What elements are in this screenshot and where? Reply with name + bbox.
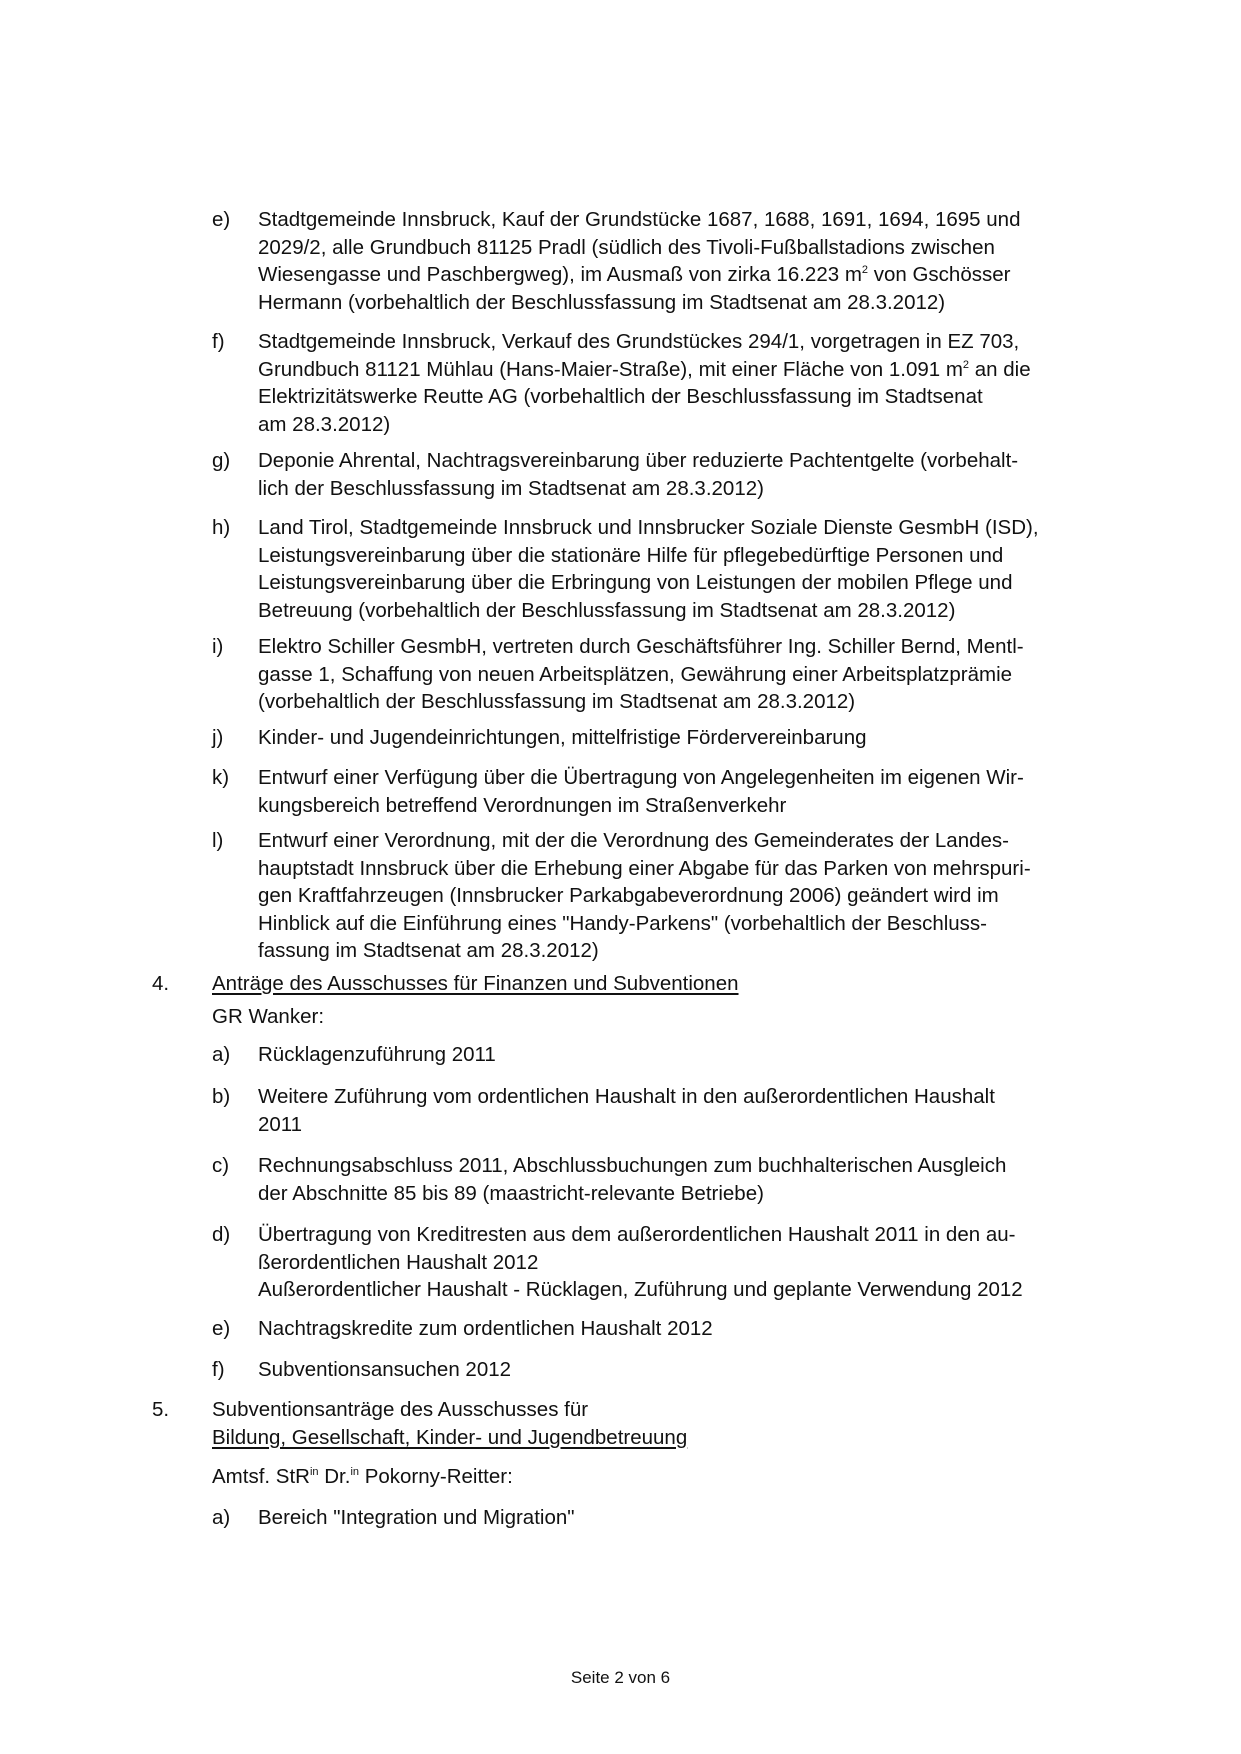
item-letter: j): [212, 726, 224, 749]
item-text: Entwurf einer Verordnung, mit der die Verordnung des Gemeinderates der Landes- hauptstadt Innsbruck über die Erhebung einer Abgabe für das Parken von mehrspuri- gen Kraftfahrzeugen (Innsbrucker Parkabgabeverordnung 2006) geändert wird im Hinblick auf die Einführung eines "Handy-Parkens" (vorbehaltlich der Beschluss- fassung im Stadtsenat am 28.3.2012): [258, 829, 1031, 962]
item-text: Elektro Schiller GesmbH, vertreten durch Geschäftsführer Ing. Schiller Bernd, Mentl- gasse 1, Schaffung von neuen Arbeitsplätzen, Gewährung einer Arbeitsplatzprämie (vorbehaltlich der Beschlussfassung im Stadtsenat am 28.3.2012): [258, 635, 1024, 713]
item-letter: g): [212, 449, 231, 472]
item-text: Stadtgemeinde Innsbruck, Kauf der Grundstücke 1687, 1688, 1691, 1694, 1695 und 2029/2, alle Grundbuch 81125 Pradl (südlich des Tivoli-Fußballstadions zwischen Wiesengasse und Paschbergweg), im Ausmaß von zirka 16.223 $m^2$ von Gschösser Hermann (vorbehaltlich der Beschlussfassung im Stadtsenat am 28.3.2012): [258, 208, 1021, 314]
item-letter: k): [212, 766, 230, 789]
item-letter: f): [212, 1358, 225, 1381]
item-letter: a): [212, 1043, 231, 1066]
item-text: Land Tirol, Stadtgemeinde Innsbruck und Innsbrucker Soziale Dienste GesmbH (ISD), Leistungsvereinbarung über die stationäre Hilfe für pflegebedürftige Personen und Leistungsvereinbarung über die Erbringung von Leistungen der mobilen Pflege und Betreuung (vorbehaltlich der Beschlussfassung im Stadtsenat am 28.3.2012): [258, 516, 1039, 622]
item-text: Rechnungsabschluss 2011, Abschlussbuchungen zum buchhalterischen Ausgleich der Abschnitte 85 bis 89 (maastricht-relevante Betriebe): [258, 1154, 1007, 1205]
item-text: Nachtragskredite zum ordentlichen Haushalt 2012: [258, 1317, 713, 1340]
item-text: Weitere Zuführung vom ordentlichen Haushalt in den außerordentlichen Haushalt 2011: [258, 1085, 995, 1136]
item-text: Entwurf einer Verfügung über die Übertragung von Angelegenheiten im eigenen Wir- kungsbereich betreffend Verordnungen im Straßenverkehr: [258, 766, 1024, 817]
item-letter: i): [212, 635, 224, 658]
section-number: 5.: [152, 1398, 170, 1421]
item-text: Bereich "Integration und Migration": [258, 1506, 575, 1529]
item-text: Stadtgemeinde Innsbruck, Verkauf des Grundstückes 294/1, vorgetragen in EZ 703, Grundbuch 81121 Mühlau (Hans-Maier-Straße), mit einer Fläche von 1.091 $m^2$ an die Elektrizitätswerke Reutte AG (vorbehaltlich der Beschlussfassung im Stadtsenat am 28.3.2012): [258, 330, 1031, 436]
item-text: Rücklagenzuführung 2011: [258, 1043, 496, 1066]
item-text: Deponie Ahrental, Nachtragsvereinbarung über reduzierte Pachtentgelte (vorbehalt- lich der Beschlussfassung im Stadtsenat am 28.3.2012): [258, 449, 1019, 500]
speaker-label: Amtsf. StR$^{in}$ Dr.$^{in}$ Pokorny-Reitter:: [212, 1465, 513, 1488]
item-letter: h): [212, 516, 231, 539]
item-letter: e): [212, 1317, 231, 1340]
section-title: Anträge des Ausschusses für Finanzen und Subventionen: [212, 972, 739, 995]
item-letter: c): [212, 1154, 230, 1177]
item-letter: d): [212, 1223, 231, 1246]
item-text: Kinder- und Jugendeinrichtungen, mittelfristige Fördervereinbarung: [258, 726, 867, 749]
page-footer: Seite 2 von 6: [570, 1668, 671, 1687]
item-letter: l): [212, 829, 224, 852]
item-text: Übertragung von Kreditresten aus dem außerordentlichen Haushalt 2011 in den au- ßerordentlichen Haushalt 2012 Außerordentlicher Haushalt - Rücklagen, Zuführung und geplante Verwendung 2012: [258, 1223, 1023, 1301]
section-title: Subventionsanträge des Ausschusses für Bildung, Gesellschaft, Kinder- und Jugendbetreuung: [212, 1398, 688, 1449]
item-letter: a): [212, 1506, 231, 1529]
item-text: Subventionsansuchen 2012: [258, 1358, 512, 1381]
section-number: 4.: [152, 972, 170, 995]
item-letter: e): [212, 208, 231, 231]
speaker-label: GR Wanker:: [212, 1005, 325, 1028]
item-letter: b): [212, 1085, 231, 1108]
item-letter: f): [212, 330, 225, 353]
